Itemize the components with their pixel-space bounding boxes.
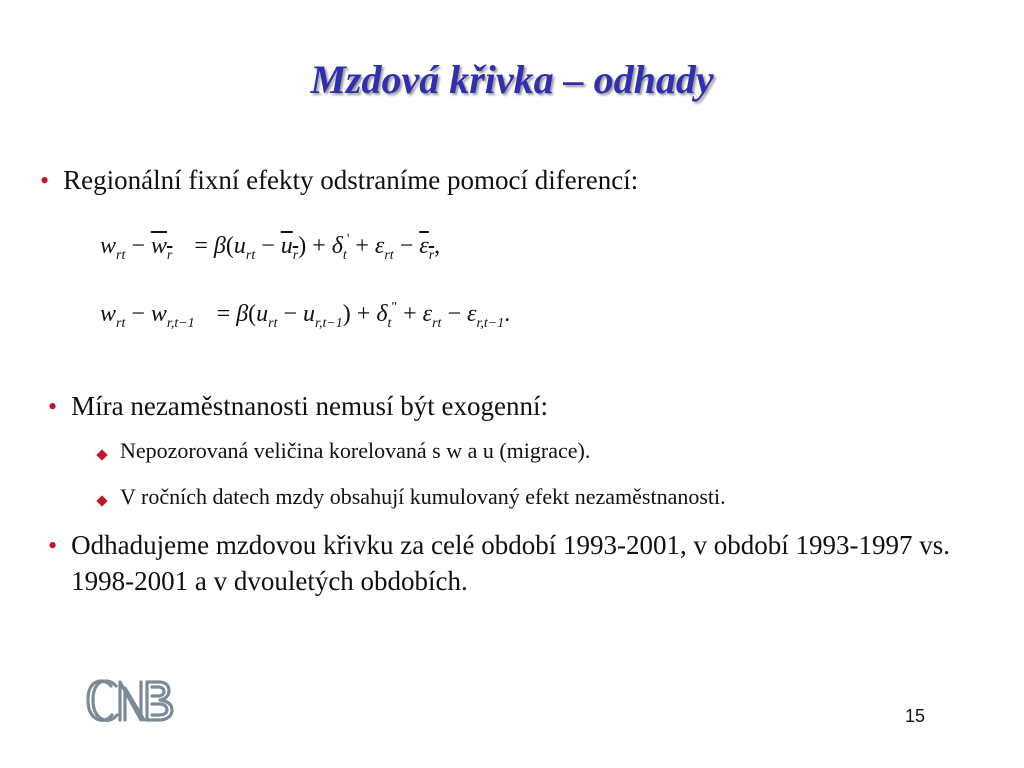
cnb-logo [85, 676, 175, 728]
eq2-sub-rt1: r,t−1 [166, 316, 195, 331]
eq1-epsbar-r: r [428, 248, 435, 263]
eq2-u-rt: rt [268, 316, 278, 331]
eq1-minus: − [131, 233, 145, 259]
diamond-bullet-icon [96, 449, 107, 460]
logo-text: CNB [85, 676, 88, 677]
eq1-wbar-r: r [166, 248, 173, 263]
eq1-plus-2: + [355, 233, 369, 259]
eq2-w: w [100, 301, 117, 327]
sub-bullet-text: V ročních datech mzdy obsahují kumulovaný efekt nezaměstnanosti. [120, 484, 726, 509]
eq2-period: . [504, 301, 511, 327]
eq2-minus-3: − [447, 301, 461, 327]
eq1-epsbar [419, 233, 435, 263]
eq1-eps: ε [374, 233, 385, 259]
bullet-marker: • [40, 166, 50, 195]
slide-title: Mzdová křivka – odhady [310, 57, 714, 102]
bullet-marker: • [48, 392, 58, 421]
eq1-sub-rt: rt [116, 248, 126, 263]
eq2-eps-rt1: r,t−1 [476, 316, 505, 331]
eq1-delta-t: t [342, 248, 347, 263]
bullet-marker: • [48, 531, 58, 560]
eq2-w-lag: w [150, 301, 167, 327]
eq2-sub-rt: rt [116, 316, 126, 331]
eq2-rparen: ) [342, 301, 351, 327]
bullet-text: Míra nezaměstnanosti nemusí být exogenní: [71, 391, 548, 421]
bullet-item-fixed-effects [40, 162, 990, 198]
eq2-minus-2: − [283, 301, 298, 327]
eq2-u-rt1: r,t−1 [315, 316, 343, 331]
bullet-text: Odhadujeme mzdovou křivku za celé období 1993-2001, v období 1993-1997 vs. 1998-2001 a v dvouletých obdobích. [71, 530, 950, 596]
eq1-ubar-r: r [292, 248, 299, 263]
eq1-ubar-u: u [280, 233, 293, 259]
eq2-lparen: ( [248, 301, 257, 327]
eq1-equals: = [194, 233, 208, 259]
eq1-beta: β [213, 233, 226, 259]
eq1-ubar [280, 233, 299, 263]
eq1-plus: + [312, 233, 326, 259]
eq1-lparen: ( [225, 233, 234, 259]
diamond-bullet-icon [96, 495, 107, 506]
eq2-eps-rt: rt [432, 316, 442, 331]
bullet-item-unemployment [48, 388, 988, 424]
eq1-u: u [233, 233, 246, 259]
equation-2 [100, 300, 510, 332]
eq2-u-lag: u [303, 301, 316, 327]
eq1-wbar-w: w [150, 233, 167, 259]
eq2-delta-t: t [387, 316, 392, 331]
eq1-minus-3: − [399, 233, 414, 259]
bullet-item-estimation [48, 527, 993, 599]
page-number: 15 [905, 706, 926, 726]
eq2-dprime: " [391, 300, 398, 315]
sub-bullet-annual-data [98, 482, 998, 512]
eq2-eps: ε [422, 301, 433, 327]
eq2-eps-lag: ε [467, 301, 477, 327]
sub-bullet-text: Nepozorovaná veličina korelovaná s w a u (migrace). [120, 438, 591, 463]
eq1-eps-rt: rt [384, 248, 394, 263]
sub-bullet-migration [98, 436, 988, 466]
eq1-wbar [150, 233, 173, 263]
eq1-rparen: ) [298, 233, 307, 259]
eq2-u: u [256, 301, 269, 327]
eq2-delta: δ [376, 301, 388, 327]
eq2-plus-2: + [403, 301, 417, 327]
eq1-delta: δ [331, 233, 343, 259]
eq1-prime: ' [346, 232, 350, 247]
equation-1 [100, 232, 440, 264]
eq1-w: w [100, 233, 117, 259]
eq2-beta: β [236, 301, 249, 327]
eq1-minus-2: − [261, 233, 275, 259]
eq1-u-rt: rt [245, 248, 256, 263]
eq2-plus: + [356, 301, 371, 327]
bullet-text: Regionální fixní efekty odstraníme pomocí diferencí: [63, 165, 639, 195]
eq2-minus: − [131, 301, 145, 327]
eq1-epsbar-eps: ε [419, 233, 429, 259]
eq2-equals: = [216, 301, 231, 327]
eq1-comma: , [434, 233, 441, 259]
